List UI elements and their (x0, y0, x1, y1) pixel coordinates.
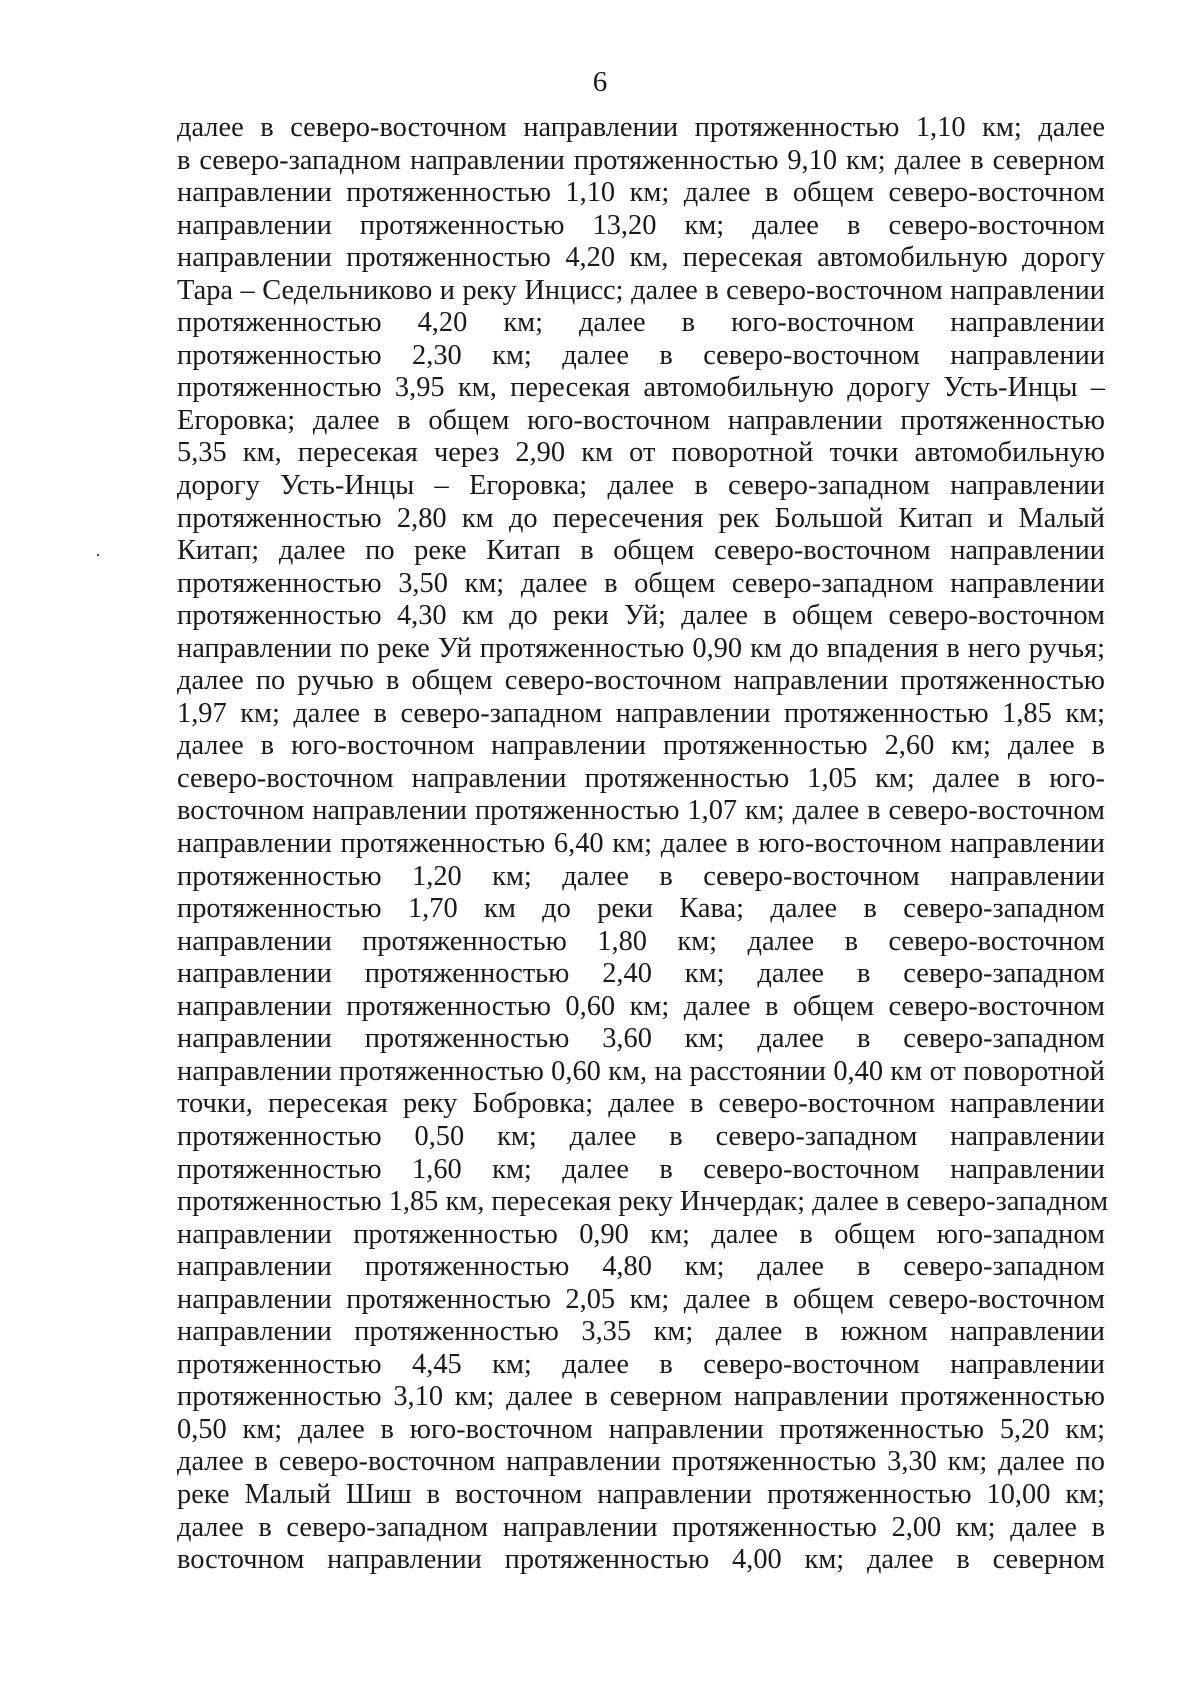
text-line: протяженностью 1,20 км; далее в северо-восточном направлении (177, 860, 1105, 892)
text-line: направлении протяженностью 1,80 км; далее в северо-восточном (177, 925, 1105, 957)
text-line: протяженностью 1,60 км; далее в северо-восточном направлении (177, 1153, 1105, 1185)
text-line: протяженностью 4,30 км до реки Уй; далее в общем северо-восточном (177, 600, 1105, 632)
text-line: направлении протяженностью 0,60 км, на расстоянии 0,40 км от поворотной (177, 1055, 1105, 1087)
text-line: далее в северо-западном направлении протяженностью 2,00 км; далее в (177, 1511, 1105, 1543)
text-line: протяженностью 2,30 км; далее в северо-восточном направлении (177, 339, 1105, 371)
text-line: протяженностью 2,80 км до пересечения рек Большой Китап и Малый (177, 502, 1105, 534)
text-line: протяженностью 4,45 км; далее в северо-восточном направлении (177, 1348, 1105, 1380)
text-line: далее в северо-восточном направлении протяженностью 1,10 км; далее (177, 112, 1105, 143)
text-line: восточном направлении протяженностью 4,00 км; далее в северном (177, 1544, 1105, 1576)
text-line: направлении протяженностью 3,35 км; далее в южном направлении (177, 1316, 1105, 1348)
page-number: 6 (592, 66, 608, 98)
text-line: протяженностью 3,95 км, пересекая автомобильную дорогу Усть-Инцы – (177, 372, 1105, 404)
text-line: реке Малый Шиш в восточном направлении протяженностью 10,00 км; (177, 1478, 1105, 1510)
text-line: Китап; далее по реке Китап в общем северо-восточном направлении (177, 535, 1105, 567)
text-line: протяженностью 3,50 км; далее в общем северо-западном направлении (177, 567, 1105, 599)
text-line: направлении протяженностью 0,60 км; далее в общем северо-восточном (177, 990, 1105, 1022)
text-line: направлении протяженностью 3,60 км; далее в северо-западном (177, 1023, 1105, 1055)
text-line: протяженностью 1,85 км, пересекая реку Инчердак; далее в северо-западном (177, 1186, 1109, 1218)
text-line: дорогу Усть-Инцы – Егоровка; далее в северо-западном направлении (177, 470, 1105, 502)
text-line: 0,50 км; далее в юго-восточном направлении протяженностью 5,20 км; (177, 1413, 1105, 1445)
margin-mark (97, 554, 99, 556)
text-line: направлении протяженностью 2,40 км; далее в северо-западном (177, 958, 1105, 990)
text-line: направлении протяженностью 2,05 км; далее в общем северо-восточном (177, 1283, 1105, 1315)
text-line: протяженностью 3,10 км; далее в северном направлении протяженностью (177, 1381, 1105, 1413)
text-line: Тара – Седельниково и реку Инцисс; далее в северо-восточном направлении (177, 274, 1105, 306)
body-text (177, 112, 1109, 1577)
text-line: в северо-западном направлении протяженностью 9,10 км; далее в северном (177, 144, 1105, 176)
text-line: протяженностью 1,70 км до реки Кава; далее в северо-западном (177, 893, 1105, 925)
text-line: направлении протяженностью 4,80 км; далее в северо-западном (177, 1251, 1105, 1283)
text-line: точки, пересекая реку Бобровка; далее в северо-восточном направлении (177, 1088, 1105, 1120)
text-line: протяженностью 0,50 км; далее в северо-западном направлении (177, 1120, 1105, 1152)
text-line: направлении протяженностью 13,20 км; далее в северо-восточном (177, 209, 1105, 241)
text-line: восточном направлении протяженностью 1,07 км; далее в северо-восточном (177, 795, 1105, 827)
text-line: 1,97 км; далее в северо-западном направлении протяженностью 1,85 км; (177, 697, 1105, 729)
text-line: направлении по реке Уй протяженностью 0,90 км до впадения в него ручья; (177, 632, 1105, 664)
text-line: далее в юго-восточном направлении протяженностью 2,60 км; далее в (177, 730, 1105, 762)
text-line: далее по ручью в общем северо-восточном направлении протяженностью (177, 665, 1105, 697)
text-line: 5,35 км, пересекая через 2,90 км от поворотной точки автомобильную (177, 437, 1105, 469)
text-line: направлении протяженностью 4,20 км, пересекая автомобильную дорогу (177, 242, 1105, 274)
text-line: северо-восточном направлении протяженностью 1,05 км; далее в юго- (177, 762, 1105, 794)
text-line: Егоровка; далее в общем юго-восточном направлении протяженностью (177, 404, 1105, 436)
text-line: протяженностью 4,20 км; далее в юго-восточном направлении (177, 307, 1105, 339)
text-line: направлении протяженностью 1,10 км; далее в общем северо-восточном (177, 177, 1105, 209)
text-line: направлении протяженностью 0,90 км; далее в общем юго-западном (177, 1218, 1105, 1250)
text-line: далее в северо-восточном направлении протяженностью 3,30 км; далее по (177, 1446, 1105, 1478)
text-line: направлении протяженностью 6,40 км; далее в юго-восточном направлении (177, 828, 1105, 860)
